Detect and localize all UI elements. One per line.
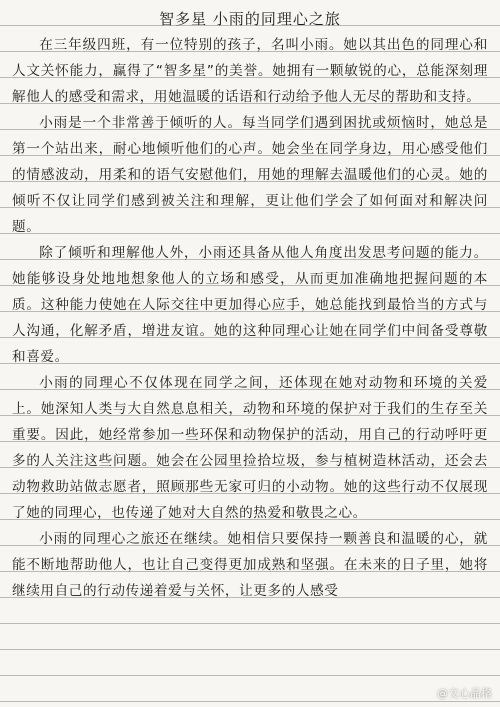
essay-paragraph-1: 在三年级四班，有一位特别的孩子，名叫小雨。她以其出色的同理心和人文关怀能力，赢得了“智多星”的美誉。她拥有一颗敏锐的心，总能深刻理解他人的感受和需求，用她温暖的话语和行动给予他人无尽的帮助和支持。 xyxy=(12,37,488,105)
essay-paragraph-4: 小雨的同理心不仅体现在同学之间，还体现在她对动物和环境的关爱上。她深知人类与大自然息息相关，动物和环境的保护对于我们的生存至关重要。因此，她经常参加一些环保和动物保护的活动，用自己的行动呼吁更多的人关注这些问题。她会在公园里捡拾垃圾，参与植树造林活动，还会去动物救助站做志愿者，照顾那些无家可归的小动物。她的这些行动不仅展现了她的同理心，也传递了她对大自然的热爱和敬畏之心。 xyxy=(12,375,488,521)
essay-title: 智多星 小雨的同理心之旅 xyxy=(159,10,341,28)
essay-paragraph-3: 除了倾听和理解他人外，小雨还具备从他人角度出发思考问题的能力。她能够设身处地地想象他人的立场和感受，从而更加准确地把握问题的本质。这种能力使她在人际交往中更加得心应手，她总能找到最恰当的方式与人沟通，化解矛盾，增进友谊。她的这种同理心让她在同学们中间备受尊敬和喜爱。 xyxy=(12,245,488,365)
essay-paragraph-5: 小雨的同理心之旅还在继续。她相信只要保持一颗善良和温暖的心，就能不断地帮助他人，也让自己变得更加成熟和坚强。在未来的日子里，她将继续用自己的行动传递着爱与关怀，让更多的人感受 xyxy=(12,531,488,599)
watermark-label: @文心晶格 xyxy=(437,687,492,700)
essay-paragraph-2: 小雨是一个非常善于倾听的人。每当同学们遇到困扰或烦恼时，她总是第一个站出来，耐心地倾听他们的心声。她会坐在同学身边，用心感受他们的情感波动，用柔和的语气安慰他们，用她的理解去温暖他们的心灵。她的倾听不仅让同学们感到被关注和理解，更让他们学会了如何面对和解决问题。 xyxy=(12,115,488,235)
